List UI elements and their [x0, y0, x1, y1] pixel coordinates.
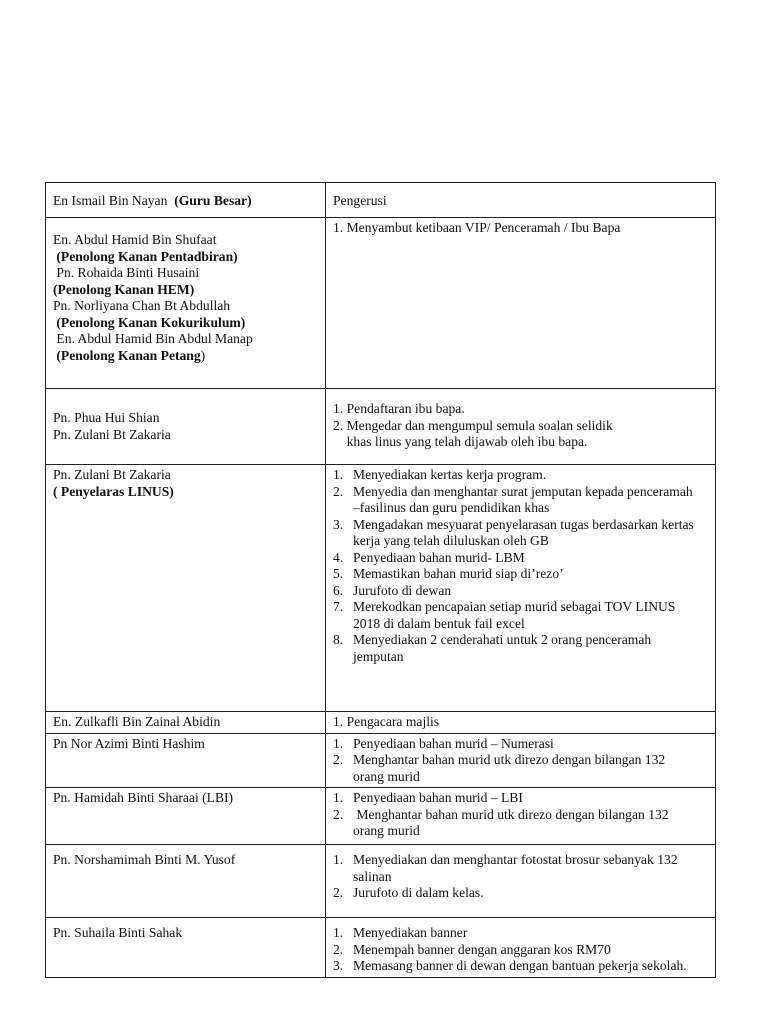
staff-line: [53, 852, 319, 869]
duty-text: khas linus yang telah dijawab oleh ibu bapa.: [333, 434, 588, 449]
staff-name: Pn. Hamidah Binti Sharaai (LBI): [53, 790, 234, 805]
table-row: [46, 845, 716, 918]
list-number: 1.: [333, 925, 344, 940]
list-number: 5.: [333, 566, 344, 581]
duty-list-item: [333, 885, 709, 902]
duty-text: Pengerusi: [333, 193, 387, 208]
list-text-line: orang murid: [353, 823, 420, 838]
staff-line: [53, 925, 319, 942]
duty-list-item: [333, 852, 709, 885]
list-text: [353, 807, 709, 840]
staff-line: [53, 467, 319, 484]
list-text-line: Menyediakan dan menghantar fotostat brosur sebanyak 132: [353, 852, 678, 867]
list-number: 2.: [333, 483, 344, 499]
list-text-line: salinan: [353, 868, 392, 884]
duty-cell: [326, 845, 716, 918]
staff-name: Pn. Norshamimah Binti M. Yusof: [53, 852, 236, 867]
staff-name: Pn Nor Azimi Binti Hashim: [53, 735, 205, 751]
staff-cell: [46, 712, 326, 734]
staff-line: [53, 484, 319, 501]
list-text: [353, 736, 709, 753]
list-text-line: kerja yang telah diluluskan oleh GB: [353, 533, 549, 548]
list-text-line: 2018 di dalam bentuk fail excel: [353, 615, 525, 631]
duty-list: [333, 790, 709, 840]
duty-cell: [326, 918, 716, 978]
staff-cell: [46, 845, 326, 918]
staff-cell: [46, 218, 326, 389]
duty-table: [45, 182, 716, 978]
staff-name: Pn. Phua Hui Shian: [53, 410, 160, 425]
list-number: 3.: [333, 516, 344, 532]
table-row: [46, 183, 716, 218]
staff-line: [53, 193, 319, 210]
staff-role: (Penolong Kanan Petang: [53, 347, 201, 363]
list-text: [353, 852, 709, 885]
list-text-line: Menghantar bahan murid utk direzo dengan bilangan 132: [353, 806, 669, 822]
staff-cell: [46, 465, 326, 712]
staff-role: (Penolong Kanan Kokurikulum): [53, 314, 246, 330]
duty-table-body: [46, 183, 716, 978]
staff-line: [53, 736, 319, 753]
list-text-line: Jurufoto di dewan: [353, 582, 452, 598]
duty-text: 1. Pendaftaran ibu bapa.: [333, 401, 465, 416]
duty-list-item: [333, 484, 709, 517]
duty-list-item: [333, 790, 709, 807]
list-text-line: Penyediaan bahan murid- LBM: [353, 549, 525, 565]
staff-line: [53, 265, 319, 282]
staff-line: [53, 249, 319, 266]
list-number: 7.: [333, 599, 344, 614]
duty-list-item: [333, 566, 709, 583]
staff-role: (Penolong Kanan HEM): [53, 281, 195, 297]
duty-cell: [326, 183, 716, 218]
duty-list: [333, 736, 709, 786]
staff-role: (Penolong Kanan Pentadbiran): [53, 248, 238, 264]
duty-list-item: [333, 925, 709, 942]
list-number: 1.: [333, 467, 344, 482]
duty-list-item: [333, 550, 709, 567]
list-text: [353, 790, 709, 807]
staff-name: En Ismail Bin Nayan: [53, 193, 175, 208]
table-row: [46, 465, 716, 712]
list-number: 2.: [333, 885, 344, 900]
list-text-line: Memasang banner di dewan dengan bantuan pekerja sekolah.: [353, 958, 687, 973]
table-row: [46, 712, 716, 734]
staff-line: [53, 348, 319, 365]
table-row: [46, 918, 716, 978]
list-text: [353, 885, 709, 902]
table-row: [46, 389, 716, 465]
list-number: 2.: [333, 806, 344, 822]
list-number: 3.: [333, 958, 344, 973]
list-number: 4.: [333, 549, 344, 565]
list-text: [353, 599, 709, 632]
duty-list-item: [333, 942, 709, 959]
duty-cell: [326, 465, 716, 712]
list-number: 2.: [333, 752, 344, 767]
duty-list-item: [333, 599, 709, 632]
staff-role: (Guru Besar): [174, 193, 252, 208]
list-text: [353, 942, 709, 959]
list-text: [353, 484, 709, 517]
duty-list-item: [333, 583, 709, 600]
list-text: [353, 583, 709, 600]
staff-name: En. Zulkafli Bin Zainal Abidin: [53, 714, 221, 729]
staff-name: Pn. Rohaida Binti Husaini: [53, 265, 200, 280]
duty-list: [333, 925, 709, 975]
duty-list-item: [333, 958, 709, 975]
staff-cell: [46, 788, 326, 845]
list-text-line: Menyediakan kertas kerja program.: [353, 467, 547, 482]
list-text-line: Menyedia dan menghantar surat jemputan kepada penceramah: [353, 483, 693, 499]
list-text: [353, 958, 709, 975]
staff-cell: [46, 918, 326, 978]
staff-name: Pn. Zulani Bt Zakaria: [53, 426, 171, 442]
table-row: [46, 733, 716, 788]
list-text-line: Merekodkan pencapaian setiap murid sebagai TOV LINUS: [353, 599, 676, 614]
staff-role: ( Penyelaras LINUS): [53, 483, 174, 499]
list-number: 8.: [333, 632, 344, 647]
duty-cell: [326, 733, 716, 788]
list-number: 1.: [333, 852, 344, 867]
list-text-line: Jurufoto di dalam kelas.: [353, 885, 484, 900]
staff-name: ): [200, 347, 206, 363]
staff-line: [53, 410, 319, 427]
list-text-line: Memastikan bahan murid siap di’rezo’: [353, 566, 564, 581]
list-text-line: Penyediaan bahan murid – LBI: [353, 790, 523, 805]
staff-line: [53, 427, 319, 444]
duty-list: [333, 467, 709, 665]
list-text-line: Menghantar bahan murid utk direzo dengan bilangan 132: [353, 752, 666, 767]
duty-list-item: [333, 632, 709, 665]
staff-line: [53, 315, 319, 332]
list-text-line: –fasilinus dan guru pendidikan khas: [353, 500, 550, 515]
list-text-line: orang murid: [353, 768, 420, 784]
duty-text: 1. Menyambut ketibaan VIP/ Penceramah / Ibu Bapa: [333, 220, 621, 235]
list-text: [353, 566, 709, 583]
staff-cell: [46, 389, 326, 465]
list-text: [353, 517, 709, 550]
duty-text: 2. Mengedar dan mengumpul semula soalan selidik: [333, 417, 613, 433]
duty-list-item: [333, 517, 709, 550]
list-text: [353, 752, 709, 785]
duty-cell: [326, 788, 716, 845]
list-number: 2.: [333, 941, 344, 957]
list-text-line: Menempah banner dengan anggaran kos RM70: [353, 941, 611, 957]
staff-line: [53, 232, 319, 249]
duty-list-item: [333, 736, 709, 753]
duty-cell: [326, 218, 716, 389]
list-text-line: Menyediakan 2 cenderahati untuk 2 orang penceramah: [353, 632, 652, 647]
list-text-line: Mengadakan mesyuarat penyelarasan tugas berdasarkan kertas: [353, 516, 694, 532]
list-text: [353, 550, 709, 567]
staff-name: En. Abdul Hamid Bin Shufaat: [53, 232, 217, 247]
staff-cell: [46, 733, 326, 788]
staff-line: [53, 790, 319, 807]
staff-cell: [46, 183, 326, 218]
staff-name: Pn. Norliyana Chan Bt Abdullah: [53, 298, 231, 313]
list-number: 1.: [333, 735, 344, 751]
duty-cell: [326, 389, 716, 465]
staff-name: En. Abdul Hamid Bin Abdul Manap: [53, 331, 253, 346]
list-text-line: Menyediakan banner: [353, 925, 468, 940]
duty-list: [333, 852, 709, 902]
duty-list-item: [333, 807, 709, 840]
duty-text: 1. Pengacara majlis: [333, 714, 440, 729]
list-text: [353, 467, 709, 484]
list-text-line: jemputan: [353, 648, 404, 664]
staff-name: Pn. Suhaila Binti Sahak: [53, 925, 183, 940]
staff-line: [53, 298, 319, 315]
list-number: 6.: [333, 582, 344, 598]
list-number: 1.: [333, 790, 344, 805]
staff-line: [53, 282, 319, 299]
table-row: [46, 788, 716, 845]
staff-line: [53, 331, 319, 348]
duty-list-item: [333, 467, 709, 484]
staff-name: Pn. Zulani Bt Zakaria: [53, 467, 171, 482]
duty-cell: [326, 712, 716, 734]
table-row: [46, 218, 716, 389]
staff-line: [53, 714, 319, 731]
list-text: [353, 632, 709, 665]
list-text-line: Penyediaan bahan murid – Numerasi: [353, 735, 554, 751]
list-text: [353, 925, 709, 942]
duty-list-item: [333, 752, 709, 785]
